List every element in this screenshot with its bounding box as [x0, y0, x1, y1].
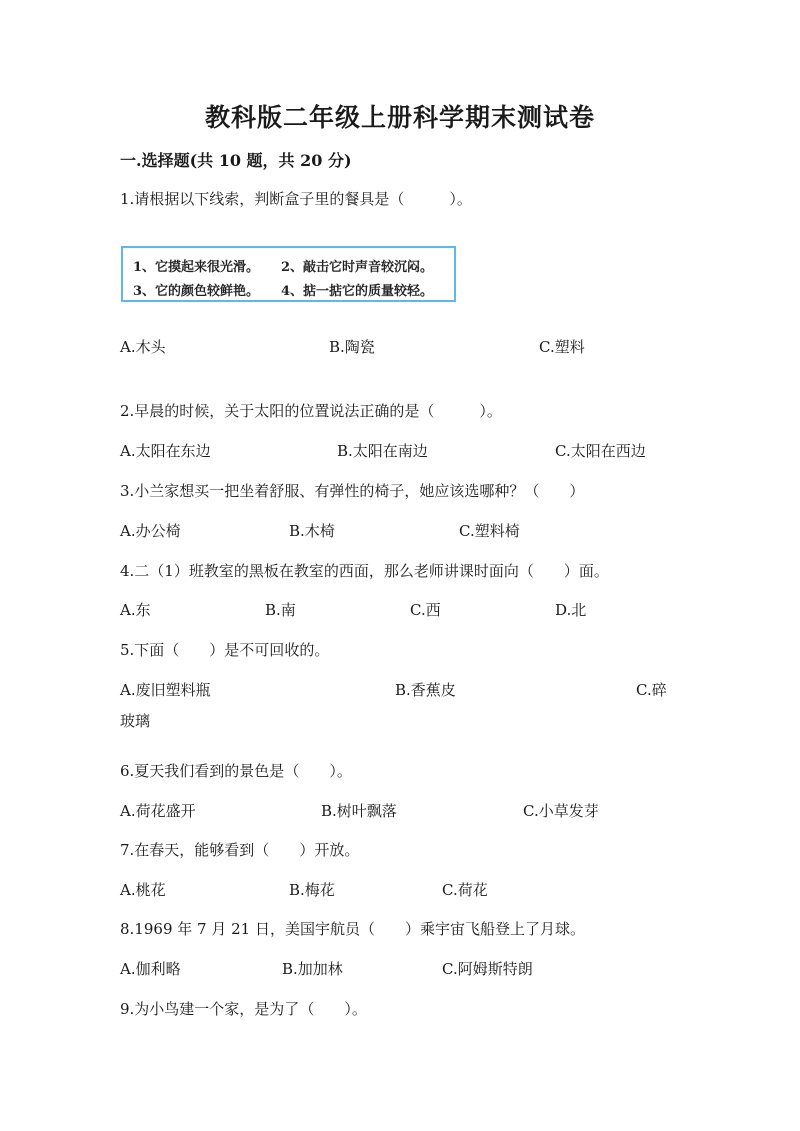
question-8: 8.1969 年 7 月 21 日，美国宇航员（ ）乘宇宙飞船登上了月球。	[120, 920, 585, 938]
q6-option-b: B.树叶飘落	[321, 802, 397, 820]
q2-option-b: B.太阳在南边	[337, 442, 428, 460]
q5-option-c-wrap: 玻璃	[120, 712, 151, 730]
q6-option-a: A.荷花盛开	[120, 802, 196, 820]
question-2: 2.早晨的时候，关于太阳的位置说法正确的是（ ）。	[120, 402, 502, 420]
q3-option-c: C.塑料椅	[459, 522, 520, 540]
q4-option-a: A.东	[120, 601, 151, 619]
question-1: 1.请根据以下线索，判断盒子里的餐具是（ ）。	[120, 190, 472, 208]
question-9: 9.为小鸟建一个家，是为了（ ）。	[120, 1000, 367, 1018]
question-5: 5.下面（ ）是不可回收的。	[120, 641, 330, 659]
question-7: 7.在春天，能够看到（ ）开放。	[120, 841, 360, 859]
q8-option-b: B.加加林	[282, 960, 343, 978]
q4-option-b: B.南	[265, 601, 296, 619]
clue-1: 1、它摸起来很光滑。	[133, 260, 260, 275]
q7-option-c: C.荷花	[442, 881, 488, 899]
q4-option-d: D.北	[555, 601, 587, 619]
clue-box	[121, 246, 456, 302]
q2-option-a: A.太阳在东边	[120, 442, 211, 460]
question-6: 6.夏天我们看到的景色是（ ）。	[120, 762, 352, 780]
section-header: 一.选择题(共 10 题，共 20 分)	[120, 151, 352, 170]
q1-option-a: A.木头	[120, 338, 166, 356]
q5-option-c: C.碎	[636, 681, 667, 699]
clue-3: 3、它的颜色较鲜艳。	[133, 284, 260, 299]
q6-option-c: C.小草发芽	[523, 802, 599, 820]
q8-option-a: A.伽利略	[120, 960, 181, 978]
q7-option-a: A.桃花	[120, 881, 166, 899]
page-title: 教科版二年级上册科学期末测试卷	[204, 103, 595, 132]
q2-option-c: C.太阳在西边	[555, 442, 646, 460]
clue-4: 4、掂一掂它的质量较轻。	[281, 284, 434, 299]
q1-option-b: B.陶瓷	[329, 338, 375, 356]
q8-option-c: C.阿姆斯特朗	[442, 960, 533, 978]
q3-option-b: B.木椅	[289, 522, 335, 540]
q4-option-c: C.西	[410, 601, 441, 619]
question-4: 4.二（1）班教室的黑板在教室的西面，那么老师讲课时面向（ ）面。	[120, 562, 609, 580]
q5-option-a: A.废旧塑料瓶	[120, 681, 211, 699]
q1-option-c: C.塑料	[539, 338, 585, 356]
question-3: 3.小兰家想买一把坐着舒服、有弹性的椅子，她应该选哪种？（ ）	[120, 482, 585, 500]
q5-option-b: B.香蕉皮	[395, 681, 456, 699]
q3-option-a: A.办公椅	[120, 522, 181, 540]
q7-option-b: B.梅花	[289, 881, 335, 899]
clue-2: 2、敲击它时声音较沉闷。	[281, 260, 434, 275]
